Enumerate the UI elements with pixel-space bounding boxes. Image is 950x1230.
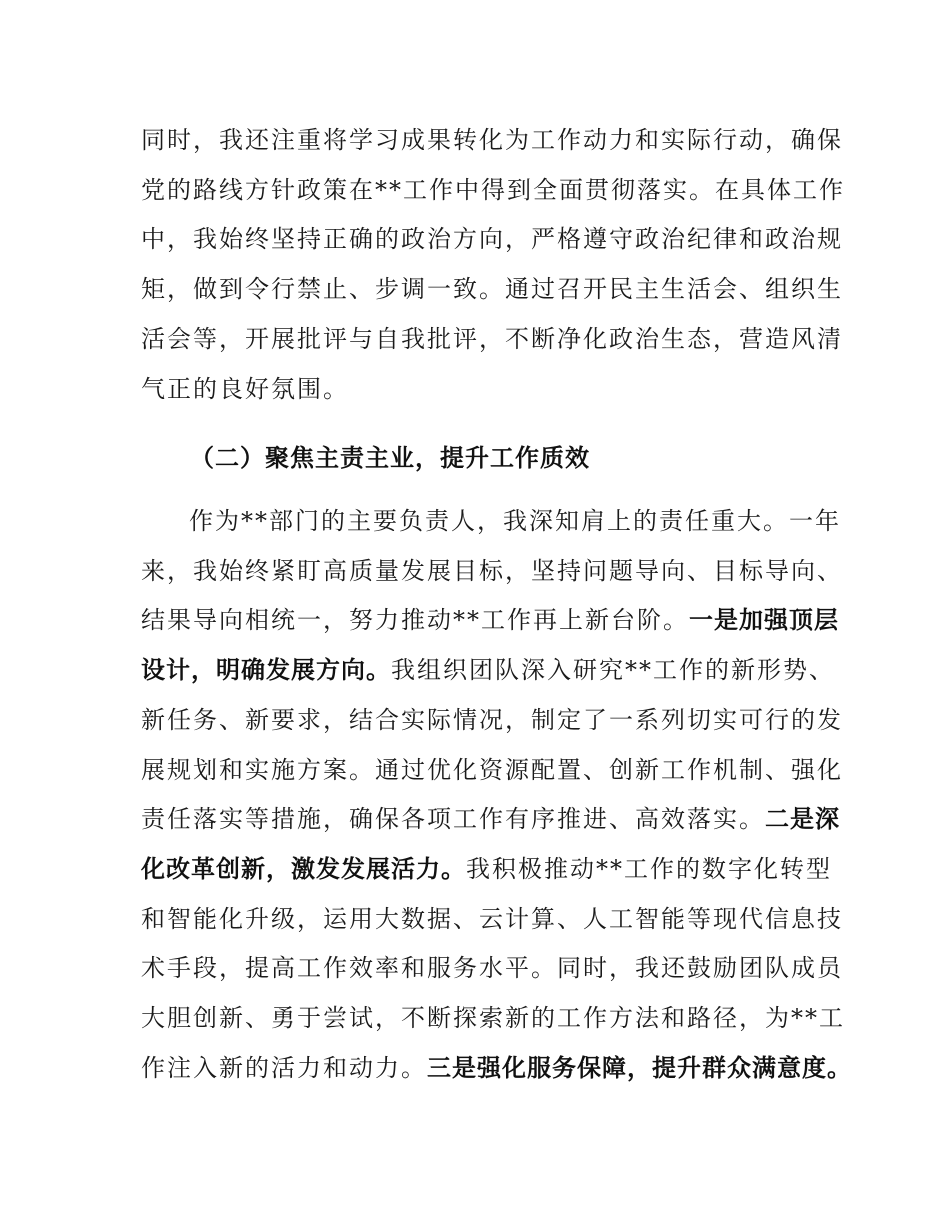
paragraph-line <box>141 646 835 696</box>
text-run: 责任落实等措施，确保各项工作有序推进、高效落实。 <box>141 805 765 834</box>
paragraph-line: 党的路线方针政策在**工作中得到全面贯彻落实。在具体工作 <box>141 175 845 204</box>
text-run: 我积极推动**工作的数字化转型 <box>466 854 832 883</box>
bold-key-point: 一是加强顶层 <box>689 606 839 635</box>
paragraph-line <box>141 1044 852 1094</box>
paragraph-line: 中，我始终坚持正确的政治方向，严格遵守政治纪律和政治规 <box>141 225 843 254</box>
bold-key-point: 二是深 <box>765 805 840 834</box>
text-run: 我组织团队深入研究**工作的新形势、 <box>391 656 835 685</box>
paragraph-line: 新任务、新要求，结合实际情况，制定了一系列切实可行的发 <box>141 705 843 734</box>
text-run: 结果导向相统一，努力推动**工作再上新台阶。 <box>141 606 689 635</box>
paragraph-line: 展规划和实施方案。通过优化资源配置、创新工作机制、强化 <box>141 755 843 784</box>
paragraph-line: 来，我始终紧盯高质量发展目标，坚持问题导向、目标导向、 <box>141 556 843 585</box>
paragraph-line: 活会等，开展批评与自我批评，不断净化政治生态，营造风清 <box>141 324 843 353</box>
section-heading: （二）聚焦主责主业，提升工作质效 <box>190 444 590 472</box>
bold-key-point: 三是强化服务保障，提升群众满意度。 <box>427 1053 852 1082</box>
text-run: 作注入新的活力和动力。 <box>141 1053 427 1082</box>
paragraph-line: 气正的良好氛围。 <box>141 374 349 403</box>
paragraph-line <box>141 596 839 646</box>
paragraph-political-discipline <box>141 116 845 414</box>
paragraph-line: 大胆创新、勇于尝试，不断探索新的工作方法和路径，为**工 <box>141 1004 845 1033</box>
bold-key-point: 化改革创新，激发发展活力。 <box>141 854 466 883</box>
paragraph-line: 和智能化升级，运用大数据、云计算、人工智能等现代信息技 <box>141 904 843 933</box>
paragraph-line: 作为**部门的主要负责人，我深知肩上的责任重大。一年 <box>189 507 841 535</box>
paragraph-core-responsibilities <box>141 497 852 1093</box>
paragraph-line <box>141 795 840 845</box>
bold-key-point: 设计，明确发展方向。 <box>141 656 391 685</box>
paragraph-line <box>141 845 832 895</box>
paragraph-line: 同时，我还注重将学习成果转化为工作动力和实际行动，确保 <box>141 126 843 154</box>
paragraph-line: 矩，做到令行禁止、步调一致。通过召开民主生活会、组织生 <box>141 275 843 304</box>
paragraph-line: 术手段，提高工作效率和服务水平。同时，我还鼓励团队成员 <box>141 954 843 983</box>
